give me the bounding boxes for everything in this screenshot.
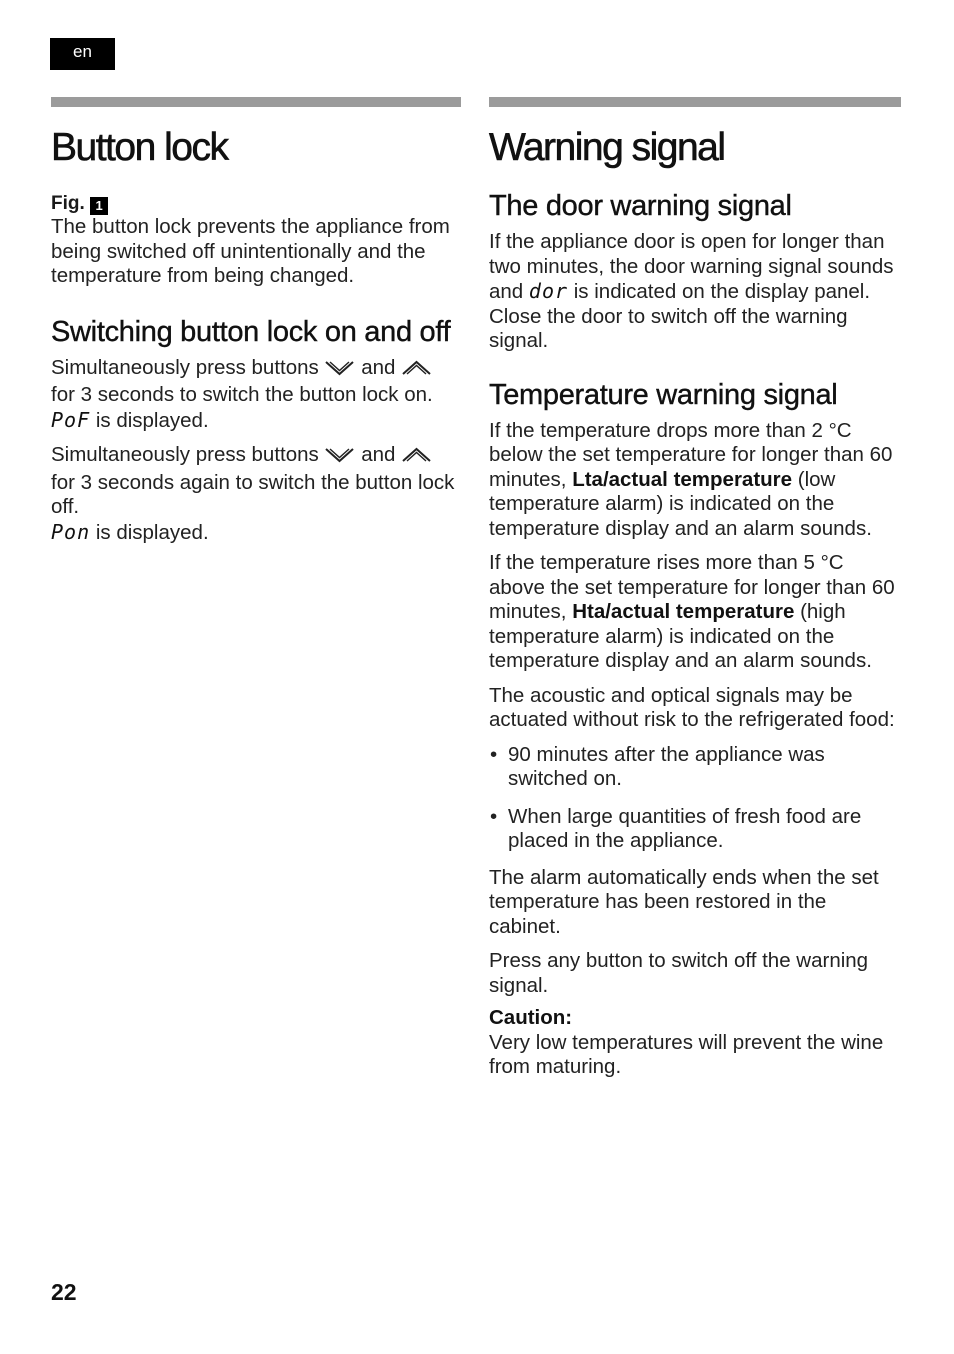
alarm-ends-paragraph: The alarm automatically ends when the set temperature has been restored in the cabinet. bbox=[489, 865, 879, 938]
figure-reference bbox=[51, 193, 461, 215]
page-number: 22 bbox=[51, 1279, 77, 1305]
chevron-up-icon bbox=[401, 359, 432, 384]
low-temp-paragraph bbox=[489, 419, 901, 542]
low-temp-after: (low temperature alarm) is indicated on the temperature display and an alarm sounds. bbox=[489, 467, 872, 540]
chevron-down-icon bbox=[324, 359, 355, 384]
right-column bbox=[489, 97, 901, 1080]
display-off-line bbox=[51, 520, 461, 546]
button-lock-intro: The button lock prevents the appliance from being switched off unintentionally and the temperature from being changed. bbox=[51, 215, 450, 287]
list-item: • When large quantities of fresh food are placed in the appliance. bbox=[489, 805, 901, 854]
warning-signal-heading: Warning signal bbox=[489, 126, 725, 169]
caution-label bbox=[489, 1006, 901, 1031]
display-code-pof: PoF bbox=[51, 407, 91, 432]
caution-heading: Caution: bbox=[489, 1006, 573, 1029]
press-off-instruction bbox=[51, 443, 461, 520]
temperature-warning-heading: Temperature warning signal bbox=[489, 378, 838, 411]
door-warning-heading: The door warning signal bbox=[489, 190, 792, 222]
section-rule bbox=[51, 97, 461, 107]
press-off-start: Simultaneously press buttons bbox=[51, 443, 319, 466]
button-lock-heading: Button lock bbox=[51, 126, 228, 169]
high-temp-before: If the temperature rises more than 5 °C above the set temperature for longer than 60 minutes, bbox=[489, 551, 895, 623]
left-column bbox=[51, 97, 461, 545]
door-text-after: is indicated on the display panel. Close the door to switch off the warning signal. bbox=[489, 280, 871, 352]
high-temp-after: (high temperature alarm) is indicated on the temperature display and an alarm sounds. bbox=[489, 600, 872, 672]
display-on-line bbox=[51, 408, 461, 434]
press-on-instruction bbox=[51, 356, 461, 408]
door-warning-text bbox=[489, 230, 901, 354]
press-any-paragraph: Press any button to switch off the warning signal. bbox=[489, 949, 869, 997]
door-text-before: If the appliance door is open for longer than two minutes, the door warning signal sounds and bbox=[489, 230, 894, 303]
low-temp-label: Lta/actual temperature bbox=[572, 467, 793, 491]
language-tag: en bbox=[50, 38, 115, 70]
switching-button-lock-heading: Switching button lock on and off bbox=[51, 315, 451, 348]
chevron-up-icon bbox=[401, 446, 432, 471]
high-temp-paragraph bbox=[489, 551, 901, 674]
display-code-dor: dor bbox=[528, 279, 569, 303]
fig-label: Fig. bbox=[51, 193, 85, 214]
list-item: • 90 minutes after the appliance was switched on. bbox=[489, 743, 901, 792]
acoustic-paragraph: The acoustic and optical signals may be actuated without risk to the refrigerated food: bbox=[489, 683, 895, 731]
low-temp-before: If the temperature drops more than 2 °C below the set temperature for longer than 60 minutes, bbox=[489, 418, 893, 491]
and-word: and bbox=[361, 355, 396, 379]
fig-number: 1 bbox=[90, 197, 108, 215]
is-displayed-text: is displayed. bbox=[95, 520, 209, 544]
press-off-end: for 3 seconds again to switch the button lock off. bbox=[51, 470, 455, 518]
and-word: and bbox=[361, 443, 396, 466]
press-on-end: for 3 seconds to switch the button lock on. bbox=[51, 383, 433, 406]
alarm-suppression-list bbox=[489, 743, 901, 854]
section-rule bbox=[489, 97, 901, 107]
high-temp-label: Hta/actual temperature bbox=[572, 600, 795, 623]
display-code-pon: Pon bbox=[51, 519, 91, 544]
is-displayed-text: is displayed. bbox=[95, 408, 209, 432]
chevron-down-icon bbox=[324, 446, 355, 471]
press-on-start: Simultaneously press buttons bbox=[51, 355, 319, 379]
caution-text: Very low temperatures will prevent the wine from maturing. bbox=[489, 1030, 884, 1078]
